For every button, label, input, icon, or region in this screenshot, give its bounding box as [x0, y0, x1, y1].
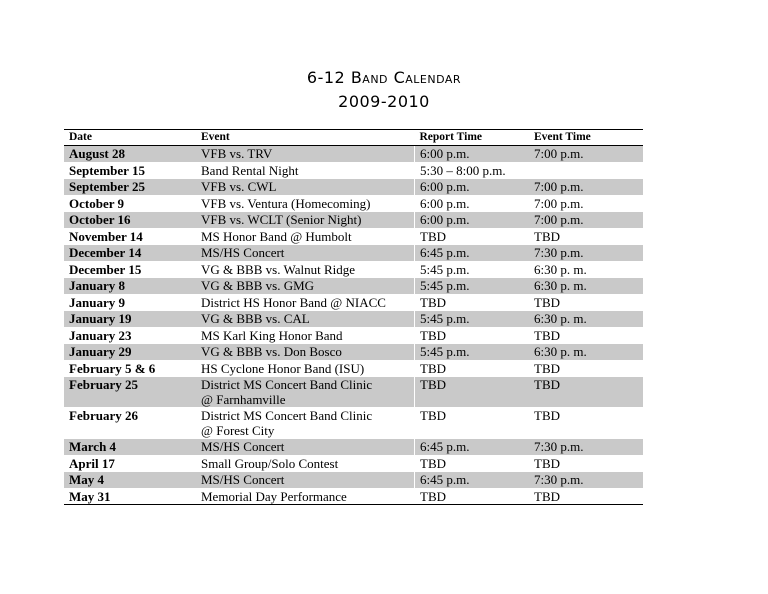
table-header-row [64, 130, 643, 146]
cell-event-time: TBD [529, 377, 643, 408]
cell-event-line-2: @ Forest City [201, 423, 275, 438]
cell-date: October 9 [64, 195, 196, 212]
header-event-time: Event Time [529, 130, 643, 146]
cell-event-line: MS Honor Band @ Humbolt [201, 228, 352, 244]
cell-event [196, 294, 415, 311]
cell-event-line: VFB vs. Ventura (Homecoming) [201, 195, 371, 211]
cell-event [196, 455, 415, 472]
cell-date: January 19 [64, 311, 196, 328]
cell-event-line: VG & BBB vs. CAL [201, 311, 310, 326]
cell-event [196, 377, 415, 408]
cell-event-line: HS Cyclone Honor Band (ISU) [201, 360, 365, 376]
cell-event-line: District MS Concert Band Clinic [201, 377, 373, 392]
cell-date: September 15 [64, 162, 196, 179]
cell-date: January 8 [64, 278, 196, 295]
header-date: Date [64, 130, 196, 146]
cell-report-time: TBD [415, 360, 530, 377]
cell-event-line: Memorial Day Performance [201, 488, 347, 504]
cell-event-line: VG & BBB vs. Walnut Ridge [201, 261, 356, 277]
cell-date: January 9 [64, 294, 196, 311]
table-row [64, 472, 643, 489]
cell-event-line: Small Group/Solo Contest [201, 455, 339, 471]
cell-event-time: TBD [529, 294, 643, 311]
cell-report-time: TBD [415, 408, 530, 439]
header-report-time: Report Time [415, 130, 530, 146]
cell-event-line: VG & BBB vs. GMG [201, 278, 315, 293]
cell-event [196, 261, 415, 278]
cell-event [196, 344, 415, 361]
cell-event-time: TBD [529, 408, 643, 439]
cell-event [196, 228, 415, 245]
cell-report-time: 6:45 p.m. [415, 472, 530, 489]
cell-event-time: 6:30 p. m. [529, 344, 643, 361]
cell-report-time: 6:00 p.m. [415, 146, 530, 163]
cell-event-time: 7:00 p.m. [529, 146, 643, 163]
cell-report-time: TBD [415, 488, 530, 505]
table-row [64, 146, 643, 163]
cell-event [196, 327, 415, 344]
calendar-year: 2009-2010 [338, 92, 430, 111]
cell-event-line: VFB vs. TRV [201, 146, 273, 161]
table-row [64, 360, 643, 377]
cell-event-line: VG & BBB vs. Don Bosco [201, 344, 342, 359]
table-row [64, 455, 643, 472]
cell-event-line: VFB vs. WCLT (Senior Night) [201, 212, 362, 227]
table-row [64, 162, 643, 179]
table-row [64, 408, 643, 439]
cell-event-line: District MS Concert Band Clinic [201, 408, 373, 423]
calendar-title: 6-12 Band Calendar [306, 68, 462, 87]
cell-report-time: 6:45 p.m. [415, 245, 530, 262]
cell-event [196, 472, 415, 489]
cell-report-time: 6:00 p.m. [415, 195, 530, 212]
cell-event-time: 7:00 p.m. [529, 195, 643, 212]
cell-report-time: TBD [415, 228, 530, 245]
table-row [64, 278, 643, 295]
cell-event-time: 7:30 p.m. [529, 439, 643, 456]
cell-event-time: 6:30 p. m. [529, 278, 643, 295]
table-row [64, 377, 643, 408]
band-calendar-table [64, 129, 643, 505]
cell-event [196, 278, 415, 295]
cell-event [196, 408, 415, 439]
cell-date: May 4 [64, 472, 196, 489]
cell-event-time [529, 162, 643, 179]
cell-date: November 14 [64, 228, 196, 245]
cell-date: February 5 & 6 [64, 360, 196, 377]
cell-report-time: 6:00 p.m. [415, 212, 530, 229]
cell-event-time: 7:00 p.m. [529, 179, 643, 196]
cell-event-time: 6:30 p. m. [529, 311, 643, 328]
cell-event [196, 245, 415, 262]
cell-event-time: 7:00 p.m. [529, 212, 643, 229]
cell-event-time: TBD [529, 360, 643, 377]
table-body [64, 146, 643, 505]
cell-event-line: District HS Honor Band @ NIACC [201, 294, 386, 310]
cell-report-time: TBD [415, 294, 530, 311]
table-row [64, 488, 643, 505]
cell-event-time: TBD [529, 455, 643, 472]
cell-event-time: 7:30 p.m. [529, 245, 643, 262]
cell-event [196, 179, 415, 196]
cell-date: January 29 [64, 344, 196, 361]
cell-event [196, 488, 415, 505]
table-row [64, 439, 643, 456]
table-row [64, 245, 643, 262]
cell-date: January 23 [64, 327, 196, 344]
cell-event-line: MS/HS Concert [201, 439, 285, 454]
cell-report-time: 5:45 p.m. [415, 344, 530, 361]
table-row [64, 261, 643, 278]
cell-report-time: TBD [415, 327, 530, 344]
cell-event-line: Band Rental Night [201, 162, 299, 178]
cell-report-time: 5:45 p.m. [415, 278, 530, 295]
table-row [64, 179, 643, 196]
cell-event [196, 195, 415, 212]
cell-event-line: MS/HS Concert [201, 245, 285, 260]
cell-report-time: 6:00 p.m. [415, 179, 530, 196]
table-row [64, 344, 643, 361]
table-row [64, 212, 643, 229]
cell-date: December 15 [64, 261, 196, 278]
cell-event [196, 162, 415, 179]
table-row [64, 195, 643, 212]
cell-report-time: 6:45 p.m. [415, 439, 530, 456]
cell-event-line: MS/HS Concert [201, 472, 285, 487]
cell-event-time: TBD [529, 327, 643, 344]
cell-event [196, 146, 415, 163]
cell-date: September 25 [64, 179, 196, 196]
cell-date: May 31 [64, 488, 196, 505]
cell-event-time: TBD [529, 228, 643, 245]
cell-event-line: VFB vs. CWL [201, 179, 277, 194]
cell-event [196, 360, 415, 377]
cell-date: February 25 [64, 377, 196, 408]
cell-report-time: TBD [415, 377, 530, 408]
cell-event-time: TBD [529, 488, 643, 505]
cell-event-time: 6:30 p. m. [529, 261, 643, 278]
cell-report-time: TBD [415, 455, 530, 472]
table-row [64, 327, 643, 344]
cell-date: April 17 [64, 455, 196, 472]
cell-event [196, 212, 415, 229]
cell-event-time: 7:30 p.m. [529, 472, 643, 489]
table-row [64, 228, 643, 245]
cell-report-time: 5:45 p.m. [415, 261, 530, 278]
cell-event [196, 311, 415, 328]
table-row [64, 294, 643, 311]
header-event: Event [196, 130, 415, 146]
table-row [64, 311, 643, 328]
cell-date: August 28 [64, 146, 196, 163]
cell-event-line: MS Karl King Honor Band [201, 327, 343, 343]
cell-date: December 14 [64, 245, 196, 262]
cell-report-time: 5:45 p.m. [415, 311, 530, 328]
cell-date: February 26 [64, 408, 196, 439]
cell-date: October 16 [64, 212, 196, 229]
cell-event-line-2: @ Farnhamville [201, 392, 286, 407]
cell-event [196, 439, 415, 456]
cell-date: March 4 [64, 439, 196, 456]
cell-report-time: 5:30 – 8:00 p.m. [415, 162, 530, 179]
